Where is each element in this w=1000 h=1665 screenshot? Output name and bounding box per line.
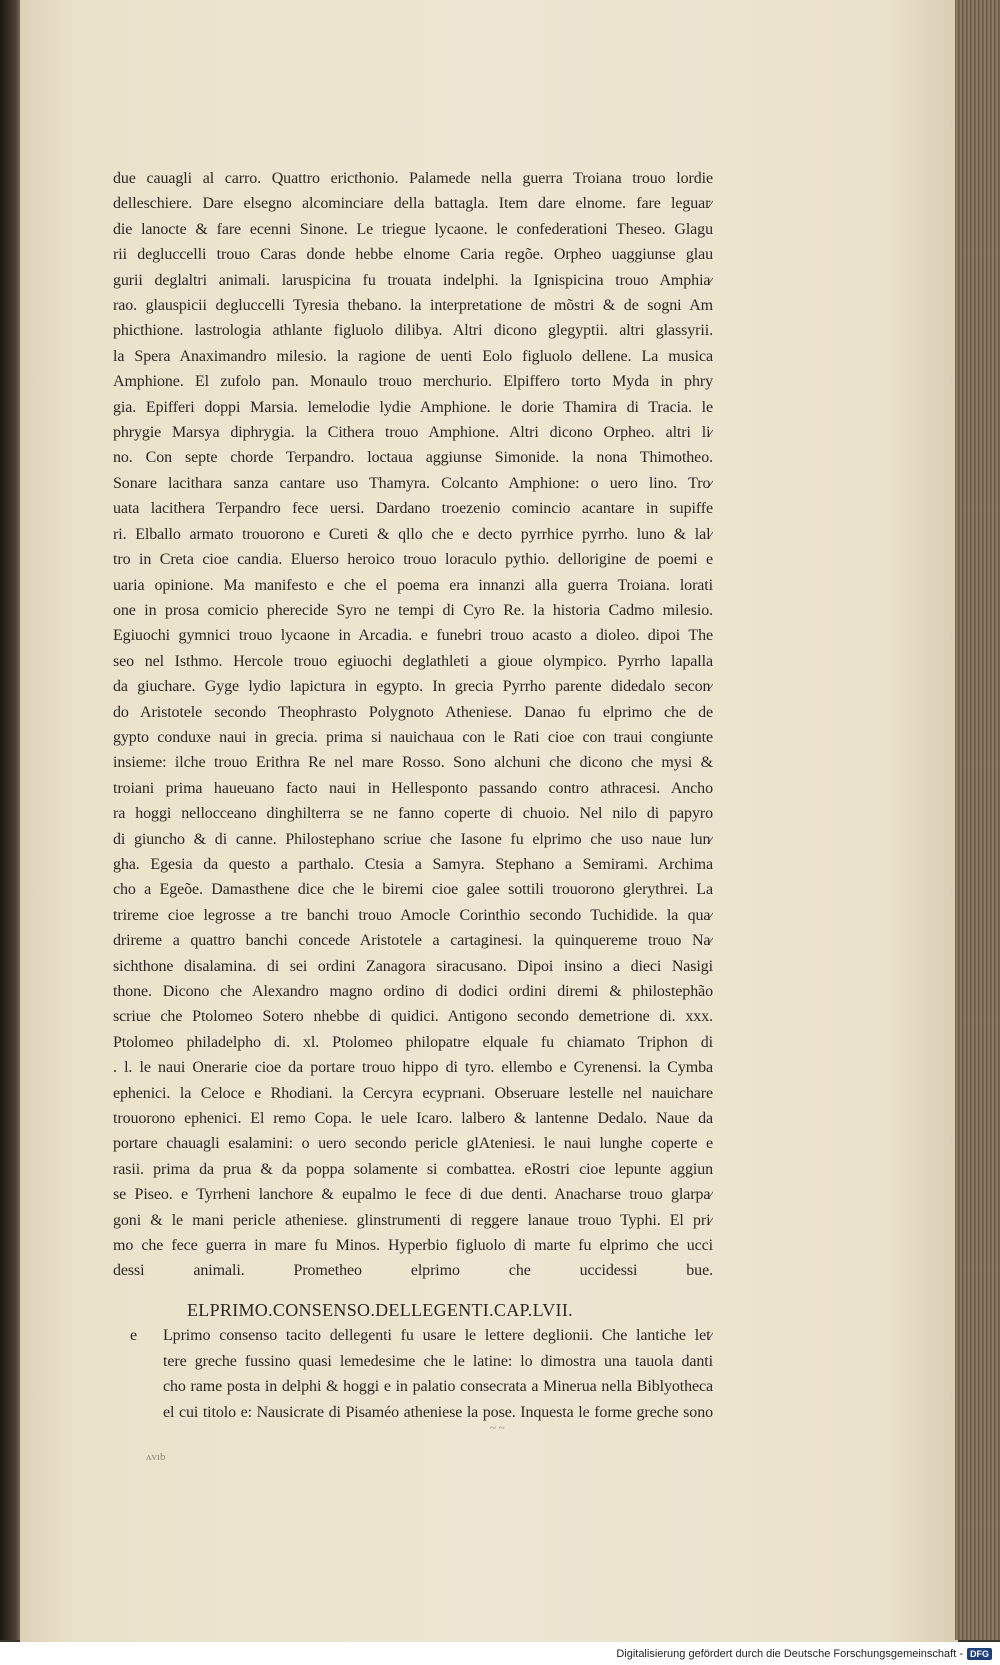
text-line: due cauagli al carro. Quattro ericthonio. Palamede nella guerra Troiana trouo lordie bbox=[113, 170, 713, 187]
text-line: Egiuochi gymnici trouo lycaone in Arcadia. e funebri trouo acasto a dioleo. dipoi The bbox=[113, 627, 713, 645]
chapter-heading: ELPRIMO.CONSENSO.DELLEGENTI.CAP.LVII. bbox=[187, 1299, 573, 1320]
text-line: rii degluccelli trouo Caras donde hebbe elnome Caria regõe. Orpheo uaggiunse glau bbox=[113, 246, 713, 264]
text-line: tere greche fussino quasi lemedesime che le latine: lo dimostra una tauola danti bbox=[163, 1352, 713, 1370]
text-line: sichthone disalamina. di sei ordini Zanagora siracusano. Dipoi insino a dieci Nasigi bbox=[113, 957, 713, 975]
text-line: ri. Elballo armato trouorono e Cureti & qllo che e decto pyrrhice pyrrho. luno & lal⁄ bbox=[113, 525, 713, 543]
footer-credit: Digitalisierung gefördert durch die Deutsche Forschungsgemeinschaft - bbox=[616, 1647, 963, 1660]
text-line: Lprimo consenso tacito dellegenti fu usare le lettere deglionii. Che lantiche let⁄ bbox=[163, 1327, 713, 1345]
text-line: gypto conduxe naui in grecia. prima si nauichaua con le Rati cioe con traui congiunte bbox=[113, 728, 713, 746]
text-line: do Aristotele secondo Theophrasto Polygnoto Atheniese. Danao fu elprimo che de bbox=[113, 703, 713, 721]
text-line: gurii deglaltri animali. laruspicina fu trouata indelphi. la Ignispicina trouo Amphia⁄ bbox=[113, 271, 713, 289]
text-line: no. Con septe chorde Terpandro. loctaua aggiunse Simonide. la nona Thimotheo. bbox=[113, 449, 713, 467]
text-line: delleschiere. Dare elsegno alcominciare della battagla. Item dare elnome. fare leguar⁄ bbox=[113, 195, 713, 213]
footer-bar bbox=[0, 1642, 1000, 1665]
text-line: rao. glauspicii degluccelli Tyresia thebano. la interpretatione de mõstri & de sogni Am bbox=[113, 297, 713, 315]
dfg-logo-icon: DFG bbox=[967, 1648, 992, 1660]
text-line: se Piseo. e Tyrrheni lanchore & eupalmo le fece di due denti. Anacharse trouo glarpa⁄ bbox=[113, 1186, 713, 1204]
text-line: trouorono ephenici. El remo Copa. le uele Icaro. lalbero & lantenne Dedalo. Naue da bbox=[113, 1110, 713, 1128]
text-line: rasii. prima da prua & da poppa solamente si combattea. eRostri cioe lepunte aggiun bbox=[113, 1160, 713, 1178]
text-line: mo che fece guerra in mare fu Minos. Hyperbio figluolo di marte fu elprimo che ucci bbox=[113, 1237, 713, 1255]
text-line: dessi animali. Prometheo elprimo che uccidessi bue. bbox=[113, 1262, 713, 1280]
text-line: di giuncho & di canne. Philostephano scriue che Iasone fu elprimo che uso naue lun⁄ bbox=[113, 830, 713, 848]
chapter-initial: e bbox=[130, 1327, 138, 1345]
text-line: scriue che Ptolomeo Sotero nhebbe di quidici. Antigono secondo demetrione di. xxx. bbox=[113, 1008, 713, 1026]
text-line: cho rame posta in delphi & hoggi e in palatio consecrata a Minerua nella Biblyotheca bbox=[163, 1378, 713, 1396]
text-line: da giuchare. Gyge lydio lapictura in egypto. In grecia Pyrrho parente didedalo secon⁄ bbox=[113, 678, 713, 696]
bleed-through-mark: ʌvıb bbox=[146, 1451, 166, 1463]
text-line: gha. Egesia da questo a parthalo. Ctesia a Samyra. Stephano a Semirami. Archima bbox=[113, 855, 713, 873]
text-line: phrygie Marsya diphrygia. la Cithera trouo Amphione. Altri dicono Orpheo. altri li⁄ bbox=[113, 424, 713, 442]
text-line: uaria opinione. Ma manifesto e che el poema era innanzi alla guerra Troiana. lorati bbox=[113, 576, 713, 594]
text-line: la Spera Anaximandro milesio. la ragione de uenti Eolo figluolo dellene. La musica bbox=[113, 347, 713, 365]
book-edge-right bbox=[955, 0, 1000, 1640]
bleed-through-mark: ~ ~ bbox=[490, 1422, 505, 1434]
text-line: Amphione. El zufolo pan. Monaulo trouo merchurio. Elpiffero torto Myda in phry bbox=[113, 373, 713, 391]
text-line: troiani prima haueuano facto naui in Hellesponto passando contro athracesi. Ancho bbox=[113, 779, 713, 797]
book-page bbox=[20, 0, 958, 1642]
text-line: . l. le naui Onerarie cioe da portare trouo hippo di tyro. ellembo e Cyrenensi. la Cymba bbox=[113, 1059, 713, 1077]
text-line: ephenici. la Celoce e Rhodiani. la Cercyra ecyprıani. Obseruare lestelle nel nauichare bbox=[113, 1084, 713, 1102]
text-line: Sonare lacithara sanza cantare uso Thamyra. Colcanto Amphione: o uero lino. Tro⁄ bbox=[113, 474, 713, 492]
text-line: tro in Creta cioe candia. Eluerso heroico trouo loraculo pythio. dellorigine de poemi e bbox=[113, 551, 713, 569]
text-block bbox=[113, 166, 713, 1425]
text-line: gia. Epifferi doppi Marsia. lemelodie lydie Amphione. le dorie Thamira di Tracia. le bbox=[113, 398, 713, 416]
text-line: cho a Egeõe. Damasthene dice che le biremi cioe galee sottili trouorono glerythrei. La bbox=[113, 881, 713, 899]
text-line: seo nel Isthmo. Hercole trouo egiuochi deglathleti a gioue olympico. Pyrrho lapalla bbox=[113, 652, 713, 670]
text-line: ra hoggi nellocceano dinghilterra se ne fanno coperte di chuoio. Nel nilo di papyro bbox=[113, 805, 713, 823]
text-line: Ptolomeo philadelpho di. xl. Ptolomeo philopatre elquale fu chiamato Triphon di bbox=[113, 1033, 713, 1051]
text-line: die lanocte & fare ecenni Sinone. Le triegue lycaone. le confederationi Theseo. Glagu bbox=[113, 220, 713, 238]
text-line: uata lacithera Terpandro fece uersi. Dardano troezenio comincio acantare in supiffe bbox=[113, 500, 713, 518]
text-line: drireme a quattro banchi concede Aristotele a cartaginesi. la quinquereme trouo Na⁄ bbox=[113, 932, 713, 950]
text-line: el cui titolo e: Nausicrate di Pisaméo atheniese la pose. Inquesta le forme greche sono bbox=[163, 1403, 713, 1421]
book-edge-left bbox=[0, 0, 22, 1640]
text-line: portare chauagli esalamini: o uero secondo pericle glAteniesi. le naui lunghe coperte e bbox=[113, 1135, 713, 1153]
text-line: insieme: ilche trouo Erithra Re nel mare Rosso. Sono alchuni che dicono che mysi & bbox=[113, 754, 713, 772]
chapter-first-line bbox=[113, 1323, 713, 1348]
text-line: thone. Dicono che Alexandro magno ordino di dodici ordini diremi & philostephão bbox=[113, 983, 713, 1000]
text-line: phicthione. lastrologia athlante figluolo dilibya. Altri dicono glegyptii. altri glassyrii. bbox=[113, 322, 713, 340]
text-line: goni & le mani pericle atheniese. glinstrumenti di reggere lanaue trouo Typhi. El pri⁄ bbox=[113, 1211, 713, 1229]
text-line: one in prosa comicio pherecide Syro ne tempi di Cyro Re. la historia Cadmo milesio. bbox=[113, 601, 713, 619]
text-line: trireme cioe legrosse a tre banchi trouo Amocle Corinthio secondo Tuchidide. la qua⁄ bbox=[113, 906, 713, 924]
